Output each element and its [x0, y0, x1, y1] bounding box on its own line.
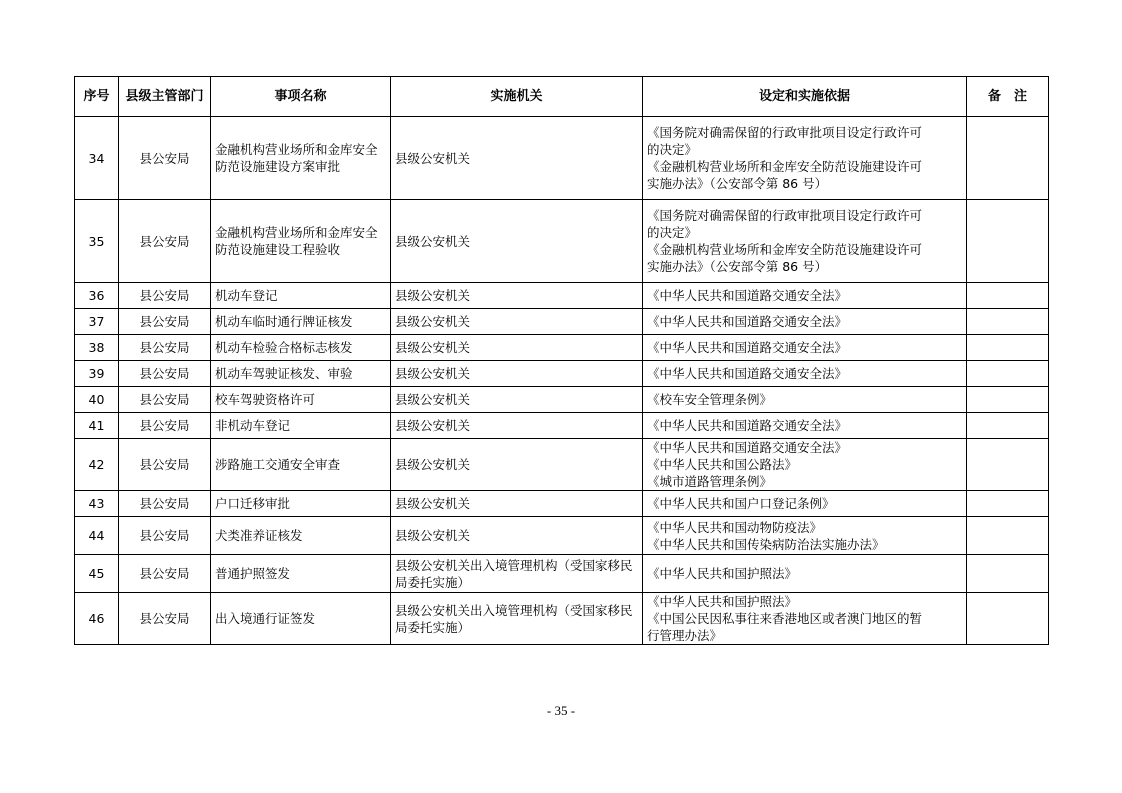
cell-agency: 县级公安机关: [391, 361, 643, 387]
cell-dept: 县公安局: [119, 283, 211, 309]
cell-name: 机动车检验合格标志核发: [211, 335, 391, 361]
cell-basis: [643, 309, 967, 335]
cell-dept: 县公安局: [119, 200, 211, 283]
cell-basis: [643, 387, 967, 413]
cell-no: 38: [75, 335, 119, 361]
cell-dept: 县公安局: [119, 593, 211, 645]
basis-line: 《中华人民共和国护照法》: [647, 594, 798, 609]
cell-basis: [643, 335, 967, 361]
basis-line: 《中国公民因私事往来香港地区或者澳门地区的暂: [647, 611, 923, 626]
table-row: [75, 309, 1049, 335]
cell-basis: [643, 517, 967, 555]
basis-line: 《金融机构营业场所和金库安全防范设施建设许可: [647, 242, 923, 257]
cell-dept: 县公安局: [119, 491, 211, 517]
cell-name: 犬类准养证核发: [211, 517, 391, 555]
cell-remark: [967, 387, 1049, 413]
cell-name: 机动车登记: [211, 283, 391, 309]
cell-no: 40: [75, 387, 119, 413]
basis-line: 行管理办法》: [647, 628, 723, 643]
cell-remark: [967, 491, 1049, 517]
table-row: [75, 200, 1049, 283]
cell-dept: 县公安局: [119, 413, 211, 439]
cell-remark: [967, 283, 1049, 309]
table-row: [75, 517, 1049, 555]
cell-remark: [967, 361, 1049, 387]
cell-name: 户口迁移审批: [211, 491, 391, 517]
cell-remark: [967, 555, 1049, 593]
table-row: [75, 283, 1049, 309]
cell-basis: [643, 361, 967, 387]
cell-agency: 县级公安机关: [391, 491, 643, 517]
header-agency: 实施机关: [391, 77, 643, 117]
cell-agency: 县级公安机关: [391, 439, 643, 491]
cell-agency: 县级公安机关: [391, 335, 643, 361]
header-remark: 备 注: [967, 77, 1049, 117]
table-row: [75, 117, 1049, 200]
cell-no: 39: [75, 361, 119, 387]
basis-line: 《国务院对确需保留的行政审批项目设定行政许可: [647, 208, 923, 223]
cell-dept: 县公安局: [119, 361, 211, 387]
cell-no: 41: [75, 413, 119, 439]
cell-basis: [643, 555, 967, 593]
cell-agency: 县级公安机关: [391, 387, 643, 413]
cell-no: 37: [75, 309, 119, 335]
basis-line: 《中华人民共和国道路交通安全法》: [647, 440, 848, 455]
cell-agency: 县级公安机关出入境管理机构（受国家移民局委托实施）: [391, 555, 643, 593]
header-name: 事项名称: [211, 77, 391, 117]
table-body: [75, 117, 1049, 645]
basis-line: 《中华人民共和国道路交通安全法》: [647, 314, 848, 329]
cell-no: 43: [75, 491, 119, 517]
cell-agency: 县级公安机关出入境管理机构（受国家移民局委托实施）: [391, 593, 643, 645]
basis-line: 《中华人民共和国传染病防治法实施办法》: [647, 536, 885, 552]
basis-line: 的决定》: [647, 142, 698, 157]
cell-agency: 县级公安机关: [391, 117, 643, 200]
cell-basis: [643, 283, 967, 309]
cell-basis: [643, 491, 967, 517]
table-row: [75, 387, 1049, 413]
table-row: [75, 413, 1049, 439]
cell-basis: [643, 200, 967, 283]
basis-line: 《中华人民共和国动物防疫法》: [647, 519, 823, 535]
basis-line: 《中华人民共和国户口登记条例》: [647, 496, 835, 511]
cell-no: 36: [75, 283, 119, 309]
cell-dept: 县公安局: [119, 117, 211, 200]
cell-basis: [643, 413, 967, 439]
basis-line: 《中华人民共和国护照法》: [647, 566, 798, 581]
cell-no: 46: [75, 593, 119, 645]
cell-no: 45: [75, 555, 119, 593]
basis-line: 《金融机构营业场所和金库安全防范设施建设许可: [647, 159, 923, 174]
table-row: [75, 555, 1049, 593]
cell-no: 44: [75, 517, 119, 555]
page-number: - 35 -: [546, 703, 576, 718]
cell-name: 涉路施工交通安全审查: [211, 439, 391, 491]
administrative-approval-table: [74, 76, 1049, 645]
table-row: [75, 361, 1049, 387]
cell-remark: [967, 335, 1049, 361]
basis-line: 的决定》: [647, 225, 698, 240]
cell-dept: 县公安局: [119, 555, 211, 593]
table-row: [75, 439, 1049, 491]
cell-remark: [967, 593, 1049, 645]
header-no: 序号: [75, 77, 119, 117]
header-basis: 设定和实施依据: [643, 77, 967, 117]
cell-name: 机动车临时通行牌证核发: [211, 309, 391, 335]
cell-name: 金融机构营业场所和金库安全防范设施建设方案审批: [211, 117, 391, 200]
basis-line: 《中华人民共和国道路交通安全法》: [647, 418, 848, 433]
cell-basis: [643, 593, 967, 645]
cell-agency: 县级公安机关: [391, 517, 643, 555]
basis-line: 《中华人民共和国道路交通安全法》: [647, 288, 848, 303]
cell-remark: [967, 117, 1049, 200]
basis-line: 《中华人民共和国公路法》: [647, 457, 798, 472]
cell-dept: 县公安局: [119, 335, 211, 361]
cell-agency: 县级公安机关: [391, 309, 643, 335]
basis-line: 实施办法》（公安部令第 86 号）: [647, 259, 828, 274]
basis-line: 《中华人民共和国道路交通安全法》: [647, 366, 848, 381]
cell-agency: 县级公安机关: [391, 413, 643, 439]
cell-name: 出入境通行证签发: [211, 593, 391, 645]
basis-line: 《国务院对确需保留的行政审批项目设定行政许可: [647, 125, 923, 140]
cell-name: 校车驾驶资格许可: [211, 387, 391, 413]
table-row: [75, 491, 1049, 517]
cell-dept: 县公安局: [119, 517, 211, 555]
cell-name: 非机动车登记: [211, 413, 391, 439]
cell-remark: [967, 309, 1049, 335]
basis-line: 《中华人民共和国道路交通安全法》: [647, 340, 848, 355]
cell-name: 机动车驾驶证核发、审验: [211, 361, 391, 387]
cell-agency: 县级公安机关: [391, 283, 643, 309]
cell-dept: 县公安局: [119, 309, 211, 335]
table-row: [75, 335, 1049, 361]
cell-remark: [967, 413, 1049, 439]
basis-line: 实施办法》（公安部令第 86 号）: [647, 176, 828, 191]
table-row: [75, 593, 1049, 645]
table-header-row: [75, 77, 1049, 117]
cell-name: 金融机构营业场所和金库安全防范设施建设工程验收: [211, 200, 391, 283]
cell-basis: [643, 439, 967, 491]
cell-remark: [967, 439, 1049, 491]
basis-line: 《校车安全管理条例》: [647, 392, 773, 407]
cell-no: 42: [75, 439, 119, 491]
cell-no: 35: [75, 200, 119, 283]
cell-remark: [967, 517, 1049, 555]
cell-dept: 县公安局: [119, 387, 211, 413]
cell-no: 34: [75, 117, 119, 200]
cell-name: 普通护照签发: [211, 555, 391, 593]
header-dept: 县级主管部门: [119, 77, 211, 117]
cell-agency: 县级公安机关: [391, 200, 643, 283]
cell-dept: 县公安局: [119, 439, 211, 491]
cell-basis: [643, 117, 967, 200]
cell-remark: [967, 200, 1049, 283]
basis-line: 《城市道路管理条例》: [647, 474, 773, 489]
